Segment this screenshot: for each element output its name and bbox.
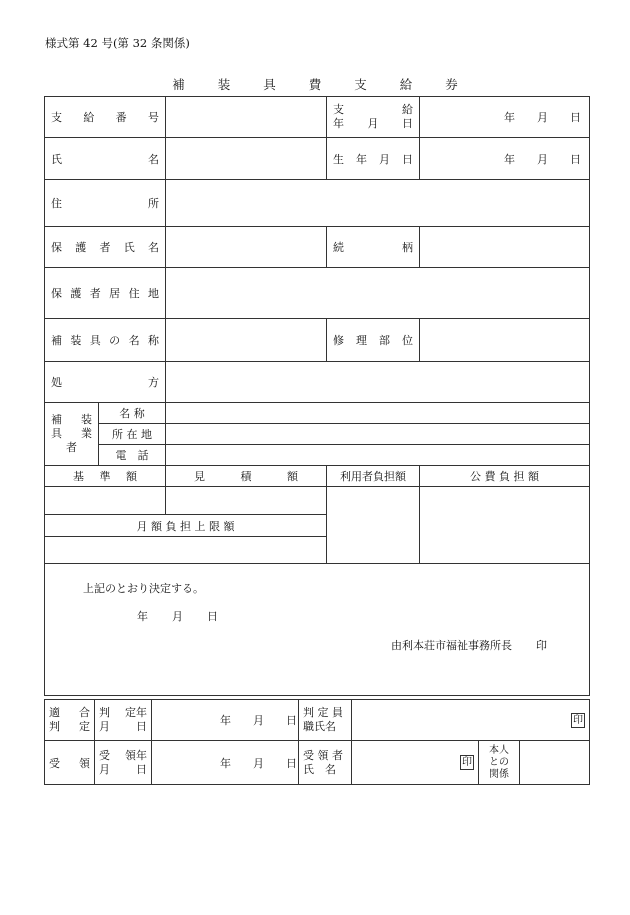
field-hosogu-meisho[interactable]: [166, 319, 327, 362]
field-mitsumori-gaku[interactable]: [166, 487, 327, 515]
issuer-seal: 印: [536, 639, 547, 652]
field-getsugaku-jogen[interactable]: [45, 537, 327, 564]
label-getsugaku-jogen: 月 額 負 担 上 限 額: [45, 515, 327, 537]
label-shikyu-bango: 支 給 番 号: [45, 97, 166, 138]
receipt-table: [44, 699, 590, 785]
label-honnin-kankei: 本人 との 関係: [479, 741, 520, 785]
field-hogosha-kyojuchi[interactable]: [166, 268, 590, 319]
field-juryosha[interactable]: [352, 741, 479, 785]
hanteiin-seal: 印: [573, 714, 584, 726]
label-hogosha-shimei: 保 護 者 氏 名: [45, 227, 166, 268]
document-title: 補 装 具 費 支 給 券: [172, 77, 458, 92]
field-gyosha-meisho[interactable]: [166, 403, 590, 424]
label-gyosha-denwa: 電 話: [99, 445, 166, 466]
label-hantei-nengappi: 判 定年 月 日: [95, 700, 152, 741]
form-number: 様式第 42 号(第 32 条関係): [45, 36, 190, 50]
label-gyosha-shozaichi: 所 在 地: [99, 424, 166, 445]
label-juryosha: 受 領 者 氏 名: [299, 741, 352, 785]
field-shikyu-bango[interactable]: [166, 97, 327, 138]
field-hanteiin[interactable]: [352, 700, 590, 741]
field-honnin-kankei[interactable]: [520, 741, 590, 785]
label-juryo-nengappi: 受 領年 月 日: [95, 741, 152, 785]
label-shoho: 処 方: [45, 362, 166, 403]
label-tekigo-hantei: 適 合 判 定: [45, 700, 95, 741]
field-gyosha-denwa[interactable]: [166, 445, 590, 466]
field-gyosha-shozaichi[interactable]: [166, 424, 590, 445]
label-hanteiin: 判 定 員 職氏名: [299, 700, 352, 741]
label-mitsumori-gaku: 見 積 額: [166, 466, 327, 487]
field-hantei-nengappi[interactable]: 年 月 日: [152, 700, 299, 741]
field-juryo-nengappi[interactable]: 年 月 日: [152, 741, 299, 785]
label-jusho: 住 所: [45, 180, 166, 227]
juryosha-seal: 印: [462, 757, 472, 768]
label-hosogu-meisho: 補 装 具 の 名 称: [45, 319, 166, 362]
field-kijun-gaku[interactable]: [45, 487, 166, 515]
decision-text: 上記のとおり決定する。: [83, 582, 204, 595]
label-hosogu-gyosha: 補 装 具 業 者: [45, 403, 99, 466]
field-zokugara[interactable]: [420, 227, 590, 268]
label-shikyu-nengappi: 支 給 年 月 日: [327, 97, 420, 138]
field-shimei[interactable]: [166, 138, 327, 180]
label-shimei: 氏 名: [45, 138, 166, 180]
decision-section: [45, 564, 590, 696]
label-gyosha-meisho: 名 称: [99, 403, 166, 424]
label-kijun-gaku: 基 準 額: [45, 466, 166, 487]
field-seinengappi[interactable]: 年 月 日: [420, 138, 590, 180]
field-kohi-futan[interactable]: [420, 487, 590, 564]
label-zokugara: 続 柄: [327, 227, 420, 268]
label-kohi-futan: 公 費 負 担 額: [420, 466, 590, 487]
label-seinengappi: 生 年 月 日: [327, 138, 420, 180]
field-shuri-bui[interactable]: [420, 319, 590, 362]
field-shikyu-nengappi[interactable]: 年 月 日: [420, 97, 590, 138]
field-hogosha-shimei[interactable]: [166, 227, 327, 268]
decision-issuer: 由利本荘市福祉事務所長 印: [391, 639, 547, 652]
label-juryo: 受 領: [45, 741, 95, 785]
field-jusho[interactable]: [166, 180, 590, 227]
label-hogosha-kyojuchi: 保 護 者 居 住 地: [45, 268, 166, 319]
field-shoho[interactable]: [166, 362, 590, 403]
application-form-table: [44, 96, 590, 696]
field-riyosha-futan[interactable]: [327, 487, 420, 564]
label-shuri-bui: 修 理 部 位: [327, 319, 420, 362]
decision-date: 年 月 日: [137, 610, 218, 623]
label-riyosha-futan: 利用者負担額: [327, 466, 420, 487]
